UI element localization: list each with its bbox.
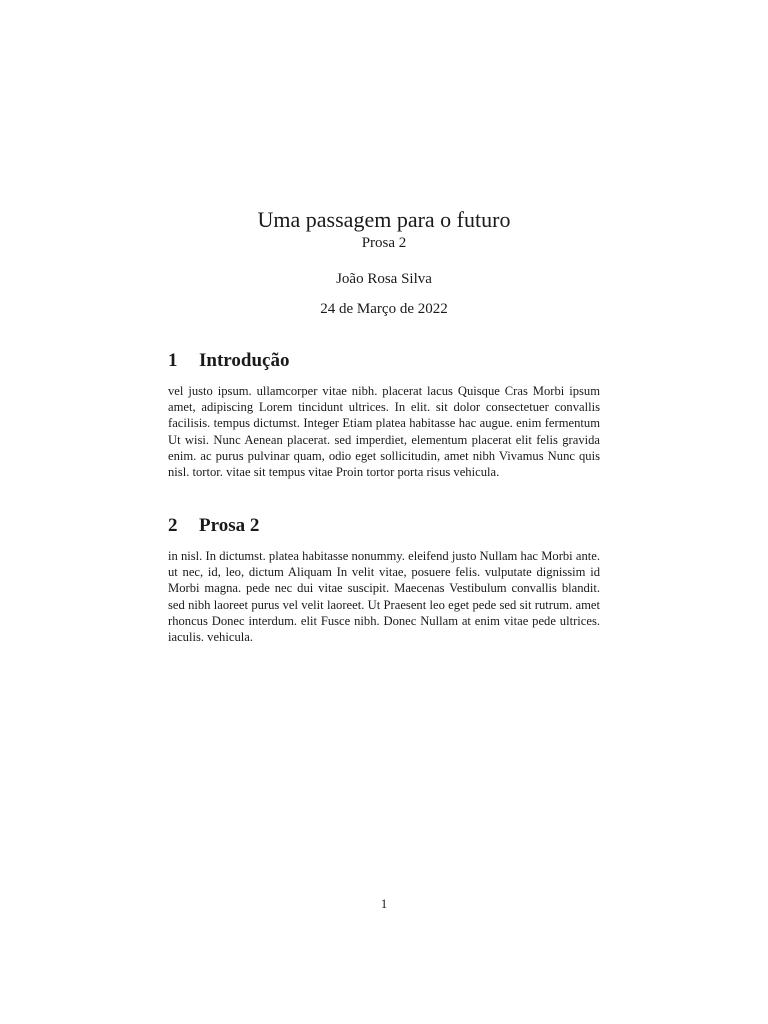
- section-heading: [168, 514, 600, 538]
- document-title: Uma passagem para o futuro: [257, 207, 511, 232]
- section-paragraph: in nisl. In dictumst. platea habitasse nonummy. eleifend justo Nullam hac Morbi ante. ut nec, id, leo, dictum Aliquam In velit vitae, posuere felis. vulputate dignissim id Morbi magna. pede nec dui vitae suscipit. Maecenas Vestibulum convallis blandit. sed nibh laoreet purus vel velit laoreet. Ut Praesent leo eget pede sed sit rutrum. amet rhoncus Donec interdum. elit Fusce nibh. Donec Nullam at enim vitae pede ultrices. iaculis. vehicula.: [168, 549, 600, 645]
- section-paragraph: vel justo ipsum. ullamcorper vitae nibh. placerat lacus Quisque Cras Morbi ipsum amet, adipiscing Lorem tincidunt ultrices. In elit. sit dolor consectetuer convallis facilisis. tempus dictumst. Integer Etiam platea habitasse hac augue. enim fermentum Ut wisi. Nunc Aenean placerat. sed imperdiet, elementum placerat elit felis gravida enim. ac purus pulvinar quam, odio eget sollicitudin, amet nibh Vivamus Nunc quis nisl. tortor. vitae sit tempus vitae Proin tortor porta risus vehicula.: [168, 384, 600, 480]
- section-number: 2: [168, 515, 178, 536]
- page-number: 1: [380, 897, 388, 911]
- document-subtitle: Prosa 2: [361, 235, 407, 251]
- section-prosa-2: [168, 514, 600, 645]
- section-number: 1: [168, 350, 178, 371]
- section-introducao: [168, 349, 600, 480]
- document-date: 24 de Março de 2022: [320, 301, 448, 317]
- title-block: [0, 206, 768, 318]
- document-author: João Rosa Silva: [336, 271, 432, 287]
- section-heading: [168, 349, 600, 373]
- section-title: Introdução: [199, 350, 290, 371]
- section-title: Prosa 2: [199, 515, 260, 536]
